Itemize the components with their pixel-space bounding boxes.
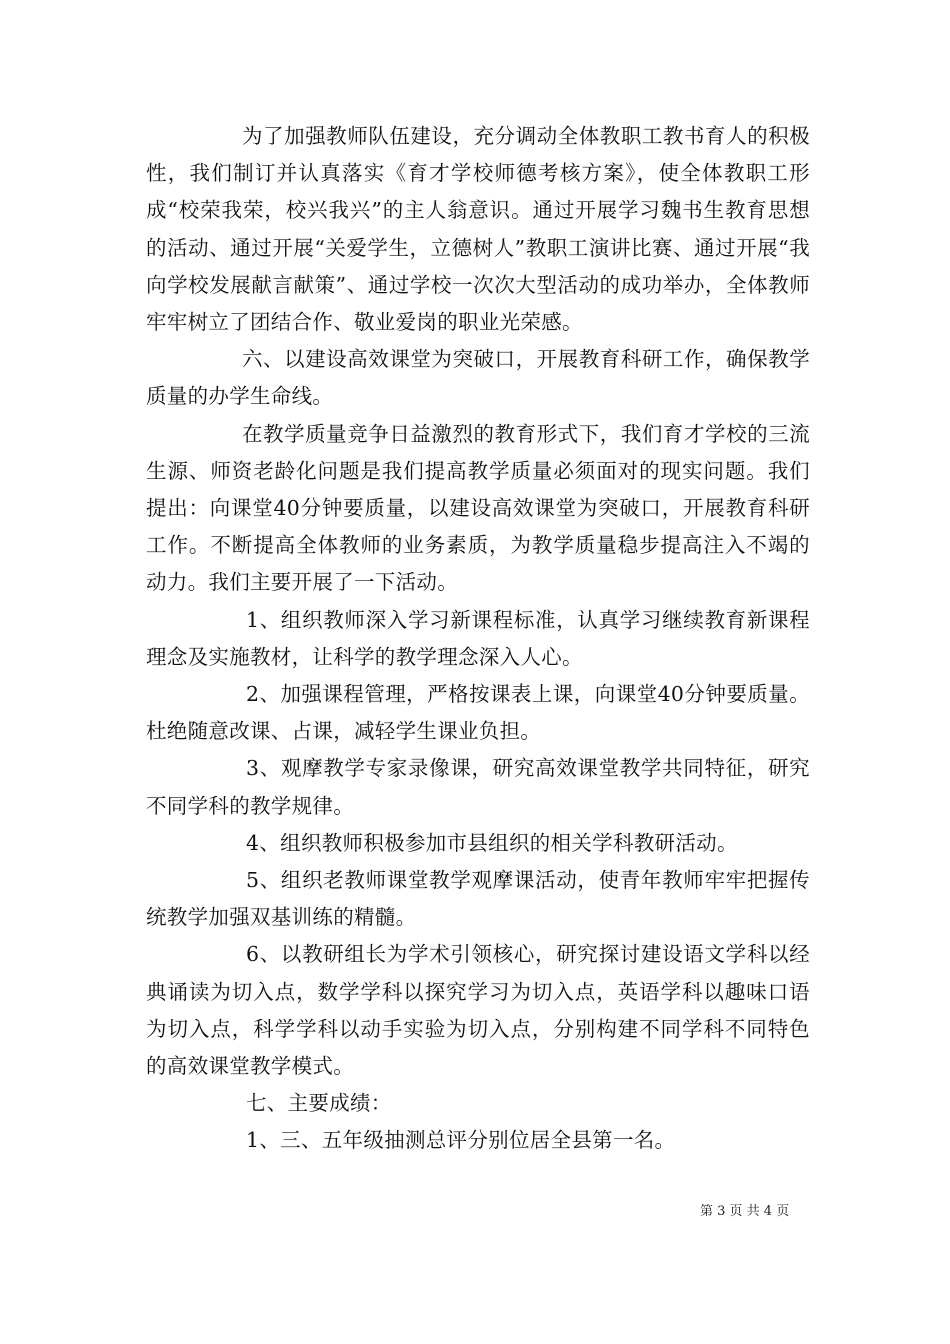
list-item-2: 2、加强课程管理，严格按课表上课，向课堂40分钟要质量。杜绝随意改课、占课，减轻学生课业负担。 <box>146 682 810 744</box>
list-item-1: 1、组织教师深入学习新课程标准，认真学习继续教育新课程理念及实施教材，让科学的教学理念深入人心。 <box>146 607 810 669</box>
list-item-3: 3、观摩教学专家录像课，研究高效课堂教学共同特征，研究不同学科的教学规律。 <box>146 756 810 818</box>
achievement-item-1: 1、三、五年级抽测总评分别位居全县第一名。 <box>246 1128 676 1153</box>
paragraph-teacher-team: 为了加强教师队伍建设，充分调动全体教职工教书育人的积极性，我们制订并认真落实《育才学校师德考核方案》，使全体教职工形成“校荣我荣，校兴我兴”的主人翁意识。通过开展学习魏书生教育思想的活动、通过开展“关爱学生，立德树人”教职工演讲比赛、通过开展“我向学校发展献言献策”、通过学校一次次大型活动的成功举办，全体教师牢牢树立了团结合作、敬业爱岗的职业光荣感。 <box>146 124 810 335</box>
paragraph-teaching-quality: 在教学质量竞争日益激烈的教育形式下，我们育才学校的三流生源、师资老龄化问题是我们提高教学质量必须面对的现实问题。我们提出：向课堂40分钟要质量，以建设高效课堂为突破口，开展教育科研工作。不断提高全体教师的业务素质，为教学质量稳步提高注入不竭的动力。我们主要开展了一下活动。 <box>146 421 810 595</box>
list-item-6: 6、以教研组长为学术引领核心，研究探讨建设语文学科以经典诵读为切入点，数学学科以探究学习为切入点，英语学科以趣味口语为切入点，科学学科以动手实验为切入点，分别构建不同学科不同特色的高效课堂教学模式。 <box>146 942 810 1079</box>
list-item-4: 4、组织教师积极参加市县组织的相关学科教研活动。 <box>246 830 738 855</box>
section-heading-seven: 七、主要成绩： <box>246 1091 392 1116</box>
document-body <box>146 118 810 1160</box>
page-number-footer: 第 3 页 共 4 页 <box>700 1204 790 1219</box>
list-item-5: 5、组织老教师课堂教学观摩课活动，使青年教师牢牢把握传统教学加强双基训练的精髓。 <box>146 868 810 930</box>
section-heading-six: 六、以建设高效课堂为突破口，开展教育科研工作，确保教学质量的办学生命线。 <box>146 347 810 409</box>
